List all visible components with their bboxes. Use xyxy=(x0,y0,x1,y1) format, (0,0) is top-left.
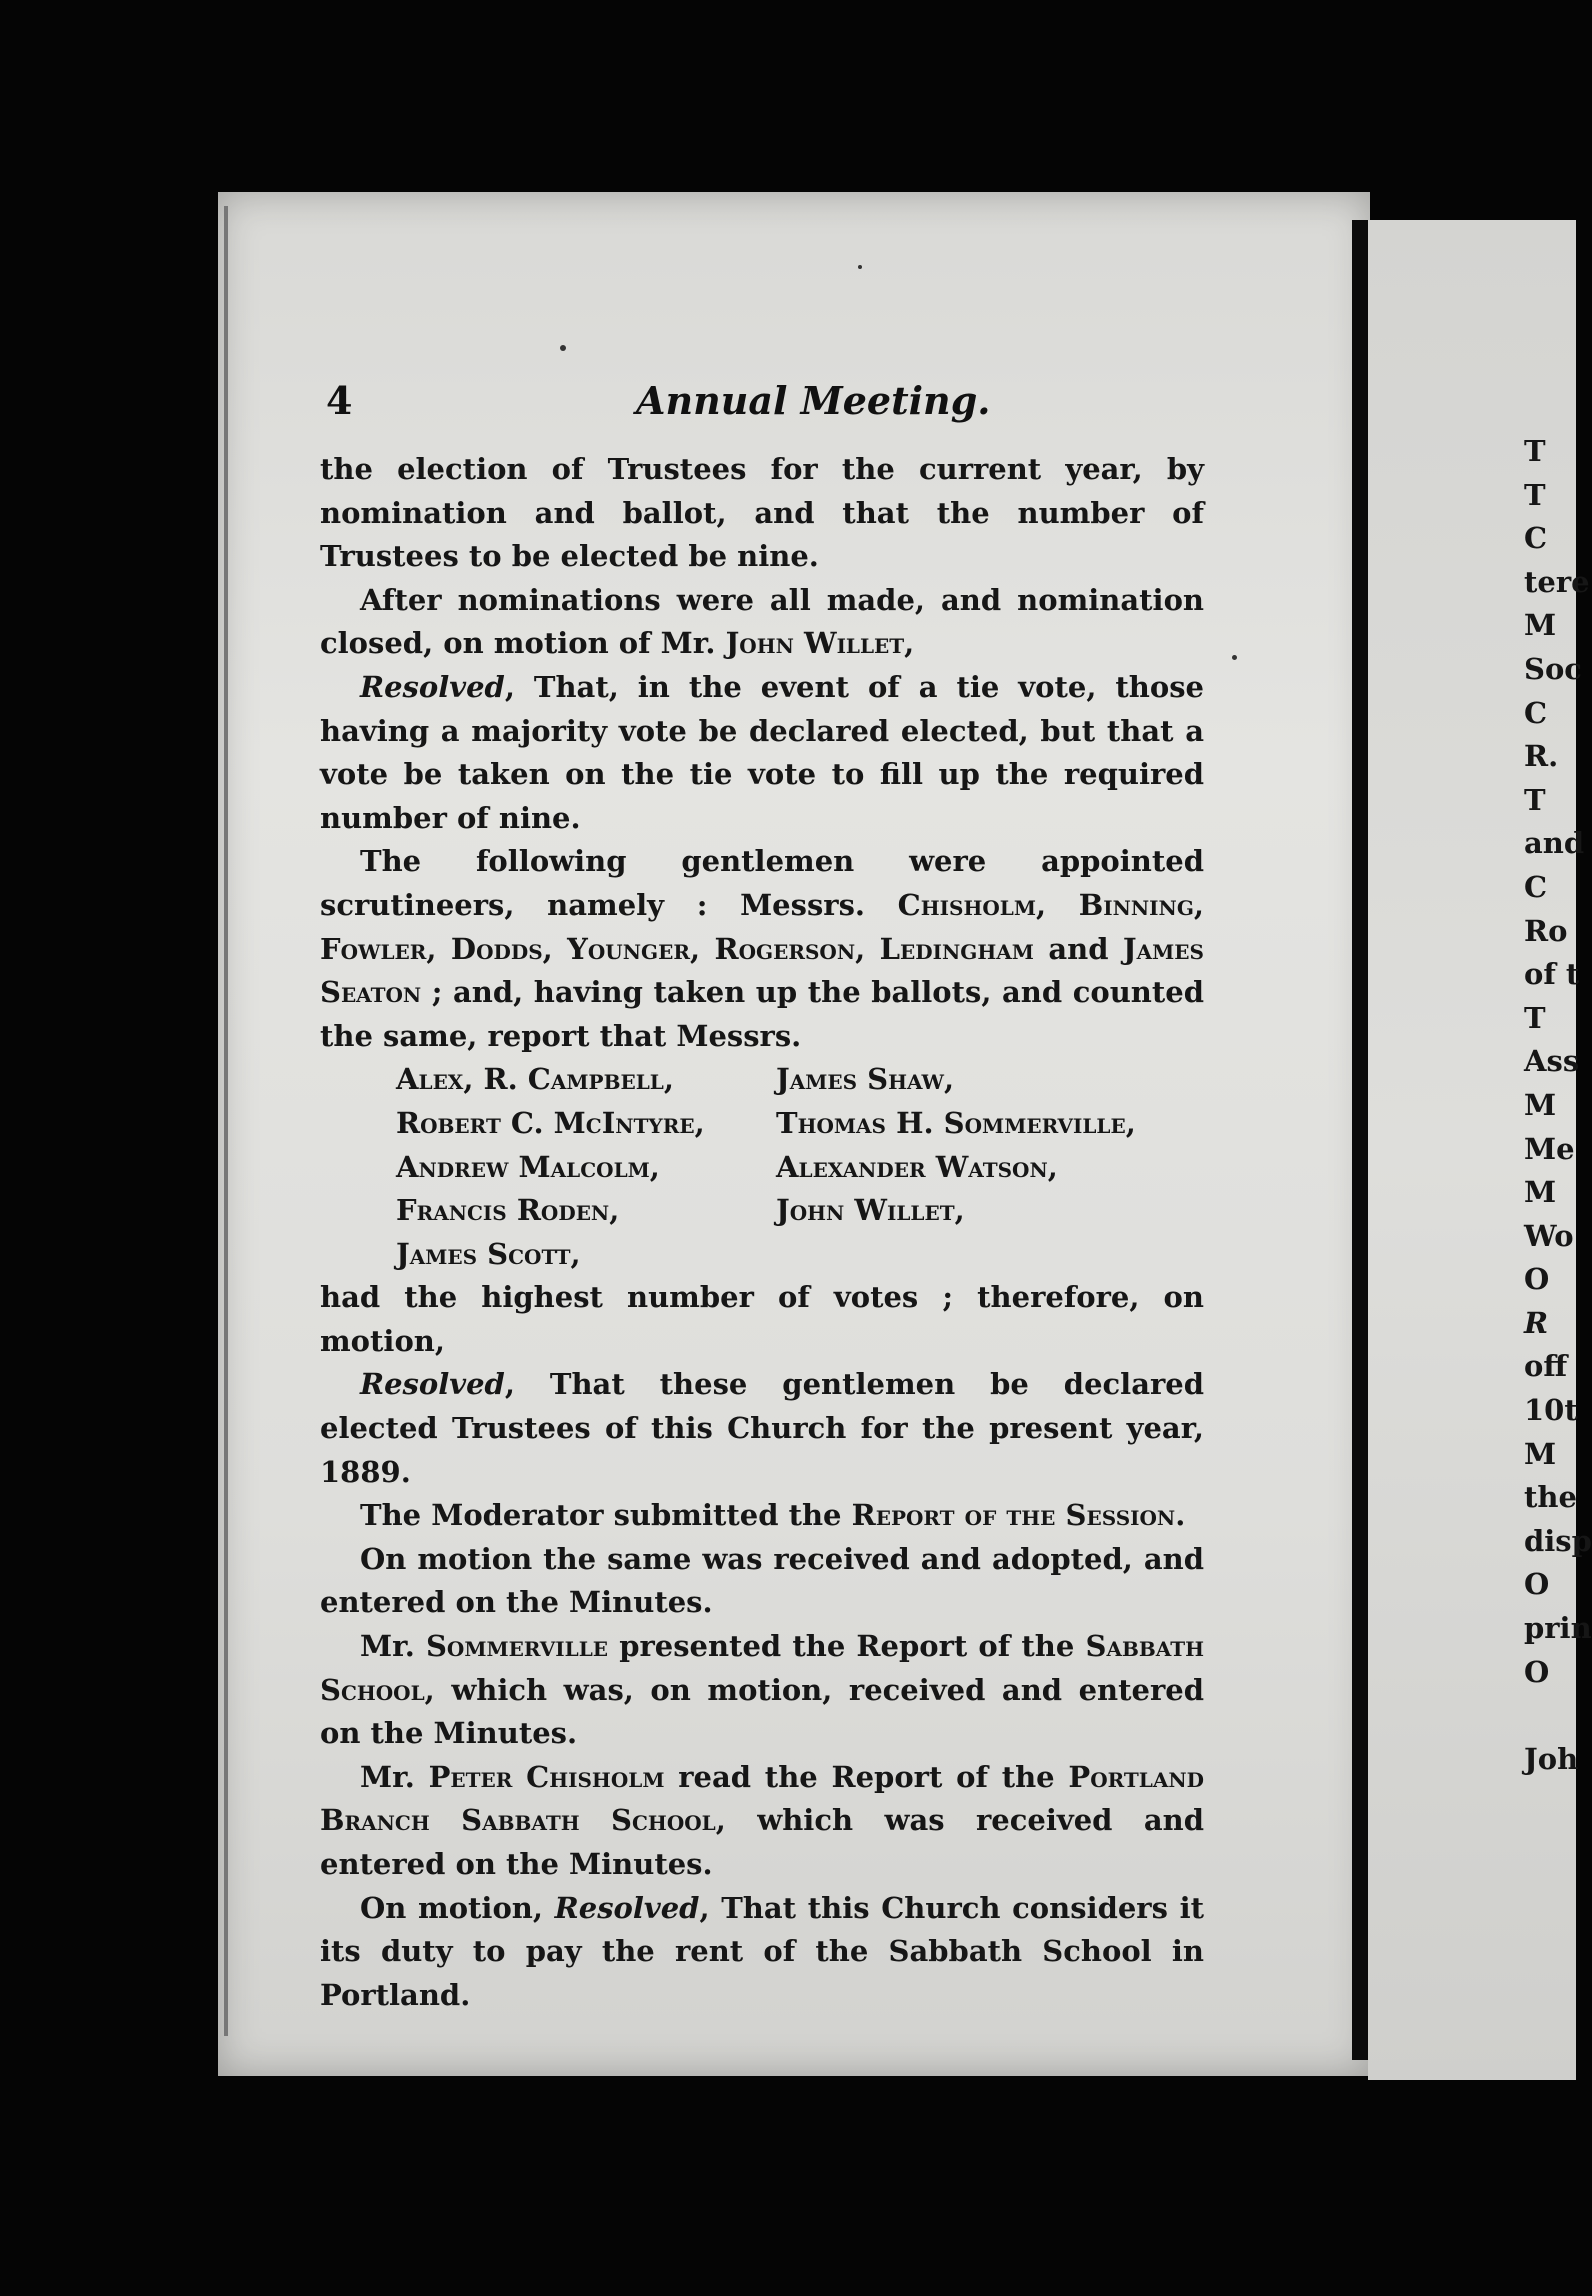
page-header xyxy=(326,378,1206,434)
speck xyxy=(1232,655,1237,660)
fragment: disp xyxy=(1524,1523,1592,1558)
page-number: 4 xyxy=(326,378,353,423)
trustee-name: Robert C. McIntyre, xyxy=(396,1105,705,1140)
page-edge xyxy=(224,206,228,2036)
fragment: 10t xyxy=(1524,1393,1578,1428)
trustee-name: Thomas H. Sommerville, xyxy=(776,1105,1136,1140)
fragment: Joh xyxy=(1524,1741,1579,1776)
body-text xyxy=(320,448,1204,2017)
paragraph-7: The Moderator submitted the Report of the Session. xyxy=(360,1498,1186,1533)
right-page-fragments xyxy=(1524,430,1592,1781)
fragment: C xyxy=(1524,695,1548,730)
fragment: tere xyxy=(1524,564,1590,599)
fragment: C xyxy=(1524,521,1548,556)
trustee-name: Andrew Malcolm, xyxy=(396,1149,660,1184)
fragment: of t xyxy=(1524,957,1580,992)
fragment: R xyxy=(1524,1305,1549,1340)
trustee-names xyxy=(320,1058,1204,1276)
trustee-name: James Scott, xyxy=(396,1236,581,1271)
paragraph-6: Resolved, That these gentlemen be declared elected Trustees of this Church for the present year, 1889. xyxy=(320,1367,1204,1489)
paragraph-5: had the highest number of votes ; therefore, on motion, xyxy=(320,1280,1204,1358)
names-column-1 xyxy=(396,1058,776,1276)
paragraph-9: Mr. Sommerville presented the Report of the Sabbath School, which was, on motion, received and entered on the Minutes. xyxy=(320,1629,1204,1751)
fragment: M xyxy=(1524,1436,1557,1471)
fragment: the xyxy=(1524,1480,1577,1515)
running-title: Annual Meeting. xyxy=(636,378,991,423)
paragraph-10: Mr. Peter Chisholm read the Report of the Portland Branch Sabbath School, which was received and entered on the Minutes. xyxy=(320,1759,1204,1881)
fragment: Me xyxy=(1524,1131,1575,1166)
book-spine xyxy=(1352,220,1368,2060)
fragment: T xyxy=(1524,782,1546,817)
trustee-name: Alex, R. Campbell, xyxy=(396,1062,674,1097)
paragraph-1: the election of Trustees for the current year, by nomination and ballot, and that the number of Trustees to be elected be nine. xyxy=(320,452,1204,574)
paragraph-8: On motion the same was received and adopted, and entered on the Minutes. xyxy=(320,1541,1204,1620)
paragraph-2: After nominations were all made, and nomination closed, on motion of Mr. John Willet, xyxy=(320,582,1204,661)
trustee-name: Francis Roden, xyxy=(396,1193,620,1228)
trustee-name: John Willet, xyxy=(776,1193,965,1228)
speck xyxy=(560,345,566,351)
fragment: T xyxy=(1524,1000,1546,1035)
paragraph-4: The following gentlemen were appointed scrutineers, namely : Messrs. Chisholm, Binning, Fowler, Dodds, Younger, Rogerson, Ledingham and James Seaton ; and, having taken up the ballots, and counted the same, report that Messrs. xyxy=(320,844,1204,1053)
fragment: and xyxy=(1524,826,1585,861)
fragment: Ro xyxy=(1524,913,1568,948)
fragment xyxy=(1524,1694,1576,1738)
fragment: M xyxy=(1524,1087,1557,1122)
fragment: R. xyxy=(1524,739,1559,774)
fragment: Soc xyxy=(1524,651,1582,686)
fragment: O xyxy=(1524,1567,1550,1602)
trustee-name: James Shaw, xyxy=(776,1062,955,1097)
fragment: Wo xyxy=(1524,1218,1574,1253)
fragment: Ass xyxy=(1524,1044,1580,1079)
fragment: C xyxy=(1524,869,1548,904)
fragment: O xyxy=(1524,1262,1550,1297)
fragment: off xyxy=(1524,1349,1568,1384)
fragment: T xyxy=(1524,434,1546,468)
fragment: M xyxy=(1524,608,1557,643)
paragraph-11: On motion, Resolved, That this Church considers it its duty to pay the rent of the Sabbath School in Portland. xyxy=(320,1890,1204,2012)
paragraph-3: Resolved, That, in the event of a tie vote, those having a majority vote be declared elected, but that a vote be taken on the tie vote to fill up the required number of nine. xyxy=(320,669,1204,835)
trustee-name: Alexander Watson, xyxy=(776,1149,1058,1184)
fragment: T xyxy=(1524,477,1546,512)
names-column-2 xyxy=(776,1058,1196,1276)
fragment: prin xyxy=(1524,1611,1592,1646)
fragment: M xyxy=(1524,1175,1557,1210)
fragment: O xyxy=(1524,1654,1550,1689)
speck xyxy=(858,265,862,269)
